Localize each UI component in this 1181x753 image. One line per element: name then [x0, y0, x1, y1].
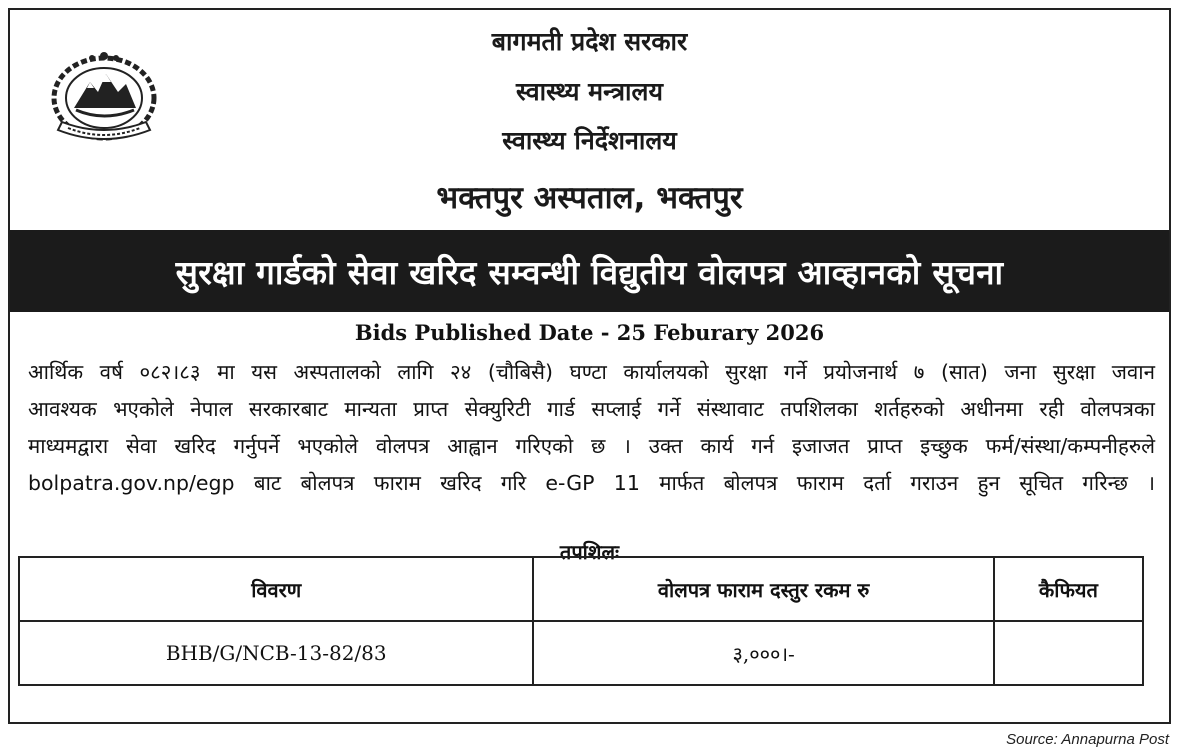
directorate-heading: स्वास्थ्य निर्देशनालय — [502, 126, 677, 155]
body-line: bolpatra.gov.np/egp बाट बोलपत्र फाराम खरिद गरि e-GP 11 मार्फत बोलपत्र फाराम दर्ता गराउन हुन सूचित गरिन्छ । — [28, 471, 1155, 495]
fee-table — [18, 556, 1144, 686]
province-government-heading: बागमती प्रदेश सरकार — [491, 27, 688, 56]
schedule-label: तपशिलः — [559, 540, 620, 564]
body-line: आर्थिक वर्ष ०८२।८३ मा यस अस्पतालको लागि २४ (चौबिसै) घण्टा कार्यालयको सुरक्षा गर्ने प्रयोजनार्थ ७ (सात) जना सुरक्षा जवान — [28, 360, 1155, 384]
table-row — [19, 621, 1143, 685]
fee-amount-cell: ३,०००।- — [533, 621, 993, 685]
notice-title: सुरक्षा गार्डको सेवा खरिद सम्वन्धी विद्युतीय वोलपत्र आव्हानको सूचना — [10, 230, 1169, 312]
hospital-heading: भक्तपुर अस्पताल, भक्तपुर — [436, 180, 743, 216]
column-header-description: विवरण — [19, 557, 533, 621]
body-line: आवश्यक भएकोले नेपाल सरकारबाट मान्यता प्राप्त सेक्युरिटी गार्ड सप्लाई गर्ने संस्थावाट तपशिलका शर्तहरुको अधीनमा रही वोलपत्रका — [28, 397, 1155, 421]
source-credit: Source: Annapurna Post — [1006, 731, 1169, 748]
notice-body — [28, 354, 1155, 502]
remarks-cell — [994, 621, 1143, 685]
ministry-heading: स्वास्थ्य मन्त्रालय — [516, 77, 663, 106]
body-line: माध्यमद्वारा सेवा खरिद गर्नुपर्ने भएकोले वोलपत्र आह्वान गरिएको छ । उक्त कार्य गर्न इजाजत प्राप्त इच्छुक फर्म/संस्था/कम्पनीहरुले — [28, 434, 1155, 458]
column-header-remarks: कैफियत — [994, 557, 1143, 621]
bid-reference-cell: BHB/G/NCB-13-82/83 — [19, 621, 533, 685]
column-header-fee: वोलपत्र फाराम दस्तुर रकम रु — [533, 557, 993, 621]
published-date: Bids Published Date - 25 Feburary 2026 — [354, 320, 825, 345]
table-header-row — [19, 557, 1143, 621]
